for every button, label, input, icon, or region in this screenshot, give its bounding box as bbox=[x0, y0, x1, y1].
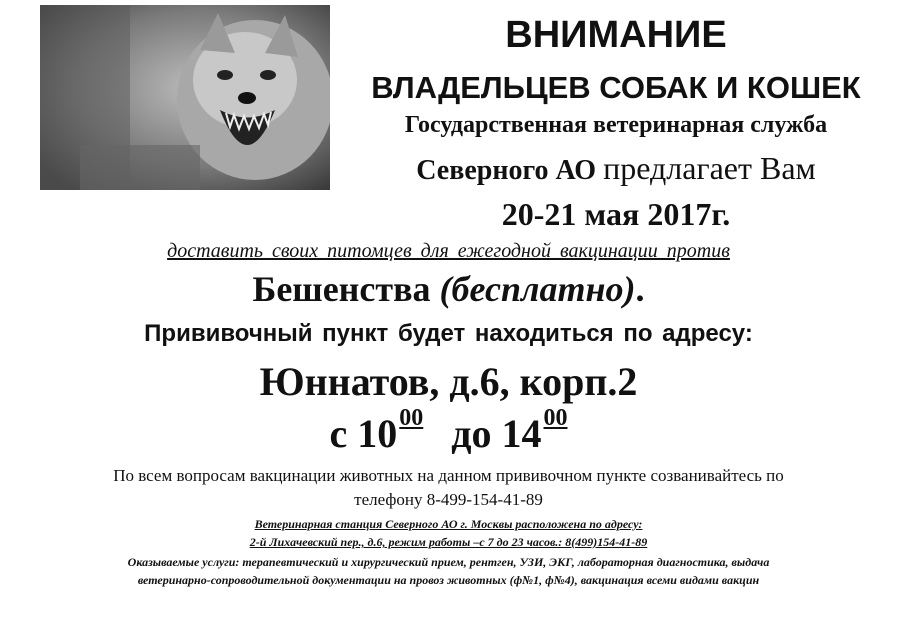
vaccination-address: Юннатов, д.6, корп.2 bbox=[259, 359, 638, 404]
time-to-minutes: 00 bbox=[543, 405, 568, 431]
contact-line-2: телефону 8-499-154-41-89 bbox=[354, 490, 543, 509]
fox-image bbox=[40, 5, 330, 190]
station-line-1: Ветеринарная станция Северного АО г. Москвы расположена по адресу: bbox=[254, 517, 643, 531]
region-name: Северного АО bbox=[416, 155, 597, 186]
contact-line-1: По всем вопросам вакцинации животных на данном прививочном пункте созванивайтесь по bbox=[113, 466, 784, 485]
time-line bbox=[0, 405, 897, 457]
services-line-2: ветеринарно-сопроводительной документации на провоз животных (ф№1, ф№4), вакцинация всеми видами вакцин bbox=[137, 573, 760, 587]
time-to: до 14 bbox=[451, 411, 542, 456]
disease-period: . bbox=[635, 269, 645, 309]
location-intro: Прививочный пункт будет находиться по адресу: bbox=[144, 320, 753, 347]
offer-line bbox=[340, 150, 892, 187]
time-from-minutes: 00 bbox=[399, 405, 424, 431]
free-note: (бесплатно) bbox=[439, 269, 636, 309]
station-line-2: 2-й Лихачевский пер., д.6, режим работы –с 7 до 23 часов.: 8(499)154-41-89 bbox=[249, 535, 648, 549]
rabid-fox-photo bbox=[40, 5, 330, 190]
services-line-1: Оказываемые услуги: терапевтический и хирургический прием, рентген, УЗИ, ЭКГ, лабораторная диагностика, выдача bbox=[127, 555, 770, 569]
time-from: с 10 bbox=[329, 411, 398, 456]
purpose-line: доставить своих питомцев для ежегодной вакцинации против bbox=[167, 240, 730, 262]
notice-subtitle: ВЛАДЕЛЬЦЕВ СОБАК И КОШЕК bbox=[371, 70, 861, 105]
event-date: 20-21 мая 2017г. bbox=[501, 196, 731, 232]
disease-name: Бешенства bbox=[252, 269, 431, 309]
notice-title: ВНИМАНИЕ bbox=[505, 14, 727, 56]
offer-text: предлагает Вам bbox=[603, 150, 816, 186]
disease-line bbox=[0, 268, 897, 310]
org-line: Государственная ветеринарная служба bbox=[404, 112, 828, 138]
